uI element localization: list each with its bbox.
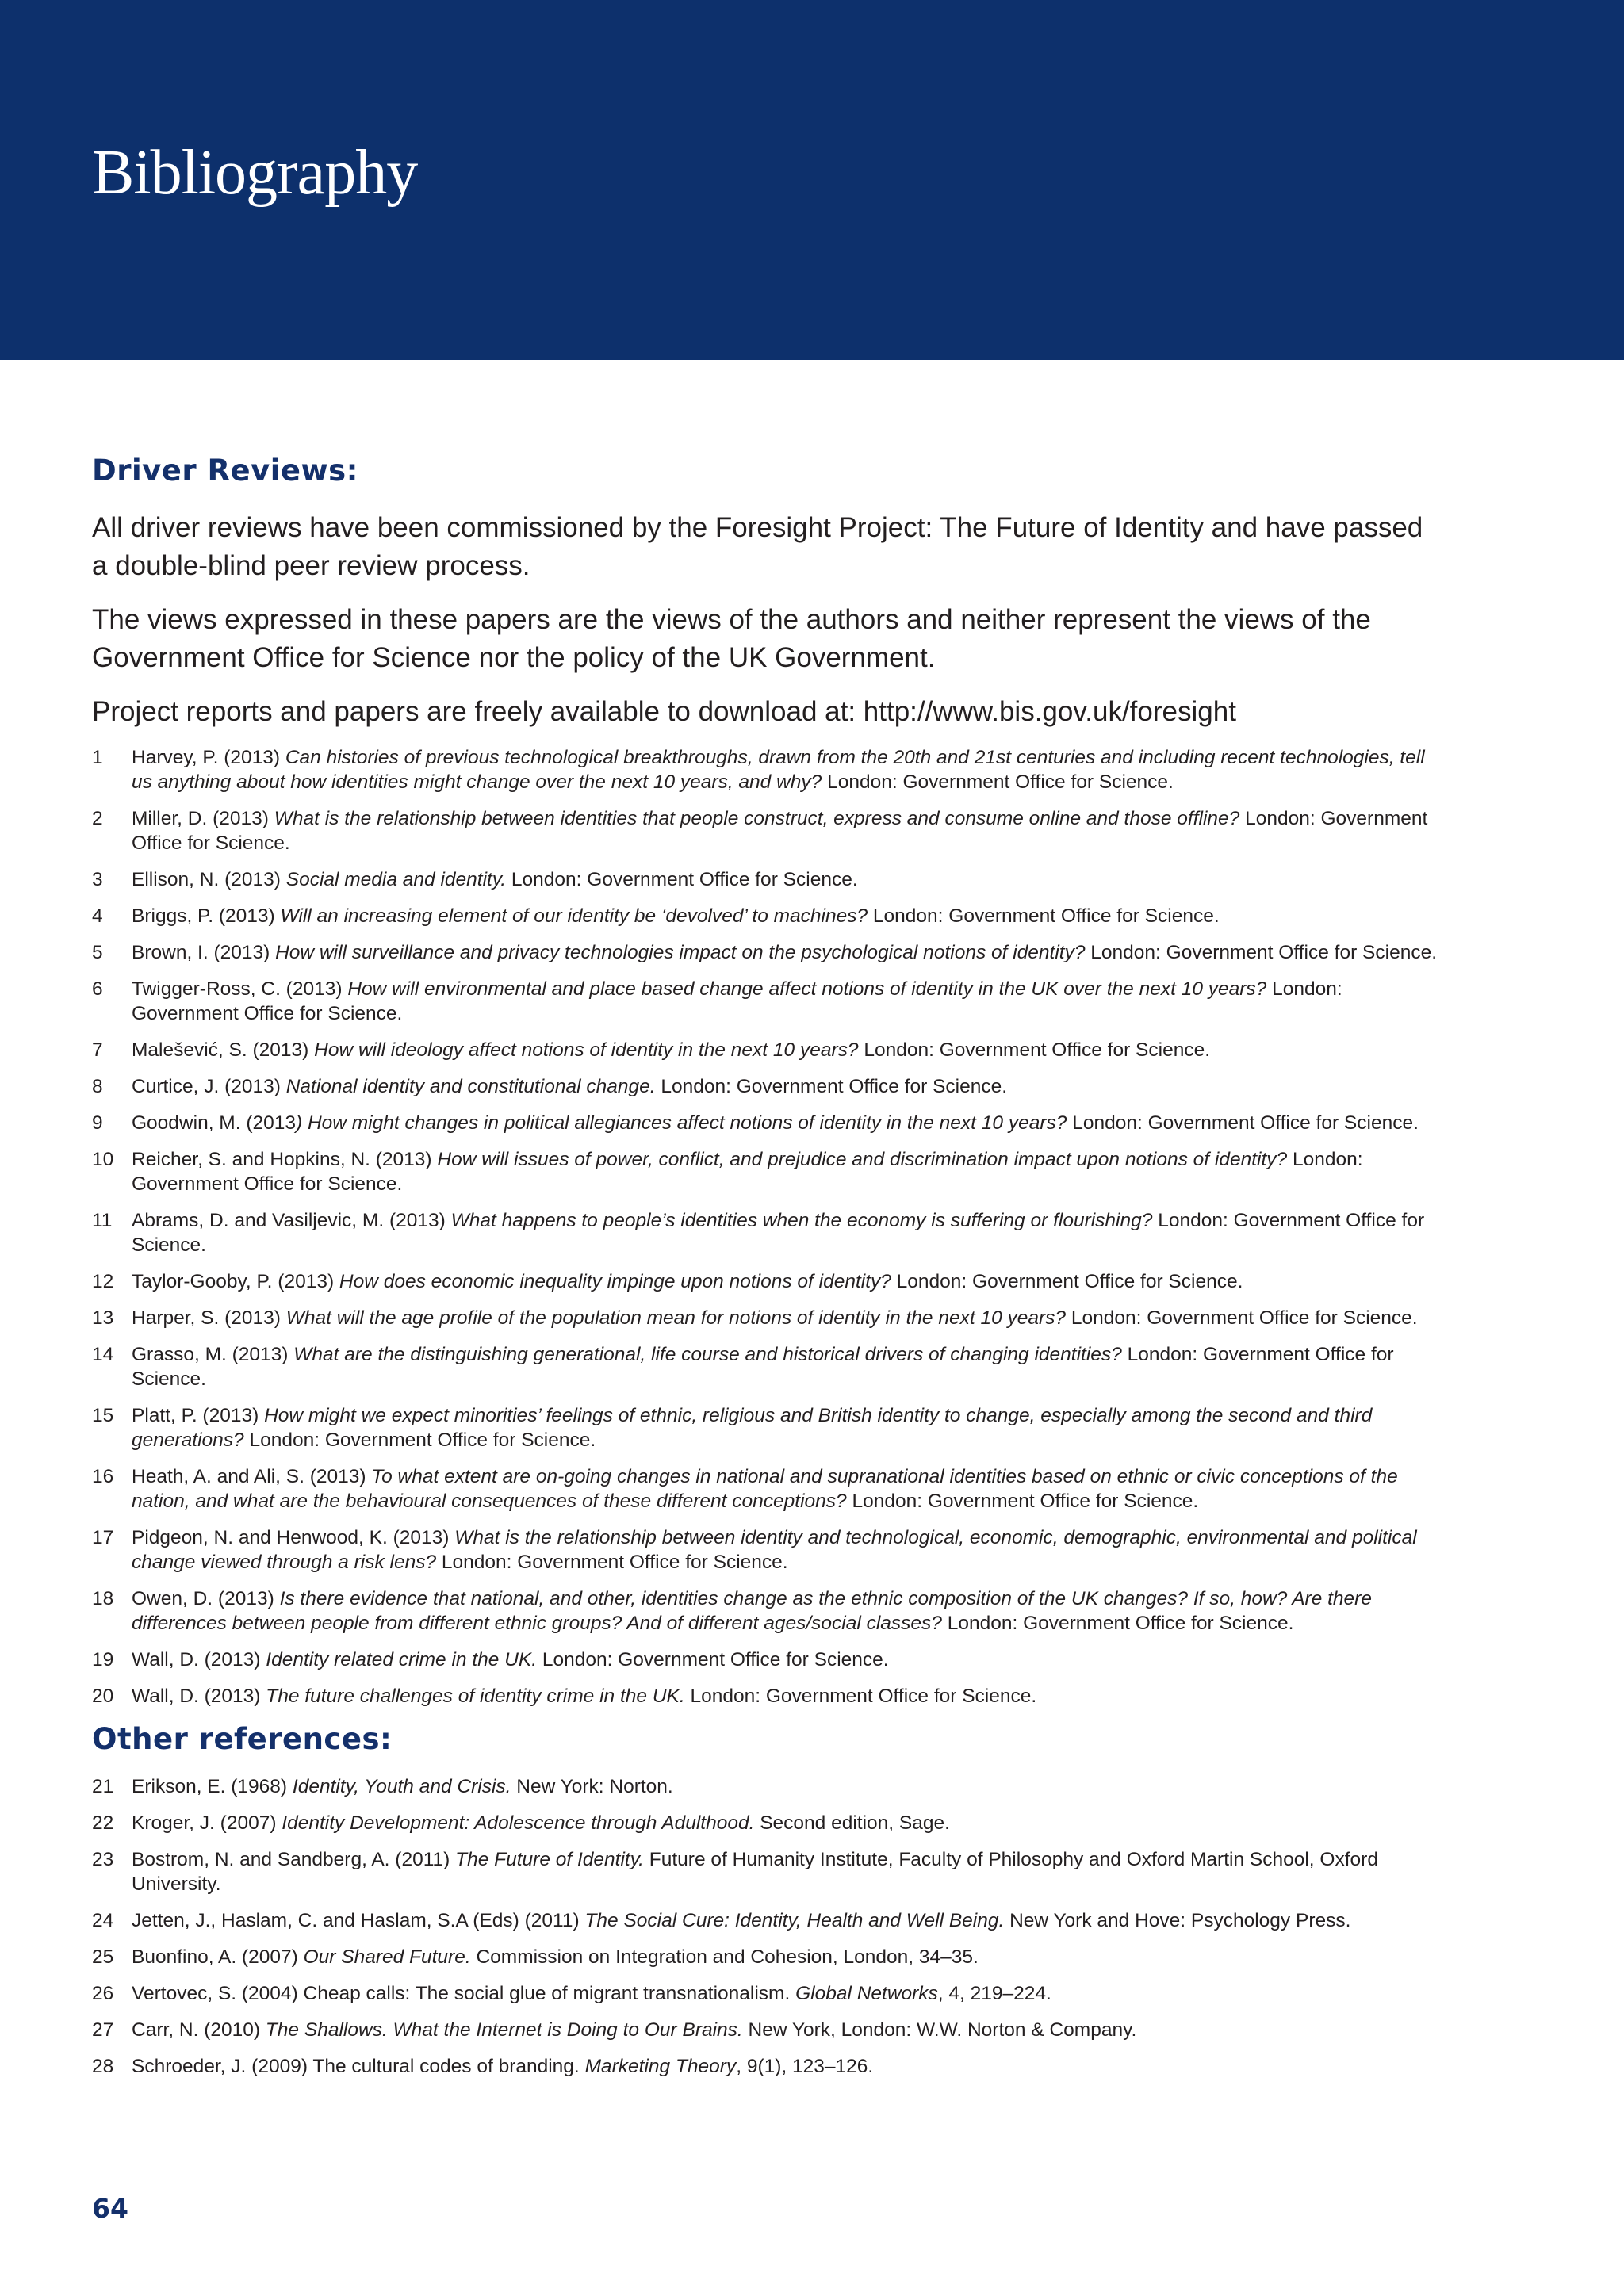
reference-number: 5	[92, 942, 103, 963]
reference-item	[92, 1464, 1440, 1513]
reference-item	[92, 1847, 1440, 1896]
reference-item	[92, 1586, 1440, 1636]
reference-item	[92, 1945, 1440, 1969]
reference-number: 15	[92, 1405, 114, 1426]
reference-title: How will surveillance and privacy technologies impact on the psychological notions of identity?	[275, 942, 1086, 963]
reference-title: Marketing Theory	[584, 2056, 737, 2077]
reference-publisher: London: Government Office for Science.	[941, 1613, 1294, 1634]
reference-item	[92, 1525, 1440, 1575]
reference-title: Is there evidence that national, and other, identities change as the ethnic composition of the UK changes? If so, how? Are there differences between people from different ethnic groups? And of different ages/social classes?	[132, 1588, 1372, 1634]
reference-authors: Taylor-Gooby, P. (2013)	[132, 1271, 339, 1292]
reference-authors: Briggs, P. (2013)	[132, 905, 281, 927]
reference-item	[92, 1647, 1440, 1672]
page-title: Bibliography	[92, 138, 418, 208]
reference-item	[92, 1684, 1440, 1709]
reference-number: 13	[92, 1307, 114, 1329]
reference-number: 6	[92, 978, 103, 1000]
reference-publisher: London: Government Office for Science.	[436, 1552, 788, 1573]
reference-publisher: New York, London: W.W. Norton & Company.	[742, 2019, 1137, 2041]
reference-title: How might we expect minorities’ feelings of ethnic, religious and British identity to change, especially among the second and third generations?	[132, 1405, 1373, 1451]
reference-item	[92, 867, 1440, 892]
reference-title: What are the distinguishing generational, life course and historical drivers of changing identities?	[293, 1344, 1122, 1365]
reference-title: Can histories of previous technological breakthroughs, drawn from the 20th and 21st centuries and including recent technologies, tell us anything about how identities might change over the next 10 years, and why?	[132, 747, 1425, 793]
reference-item	[92, 1981, 1440, 2006]
reference-number: 8	[92, 1076, 103, 1097]
reference-number: 11	[92, 1210, 113, 1231]
header-banner	[0, 0, 1624, 360]
reference-publisher: , 9(1), 123–126.	[736, 2056, 874, 2077]
driver-reviews-list	[92, 745, 1440, 1709]
reference-publisher: London: Government Office for Science.	[132, 1149, 1363, 1195]
reference-number: 10	[92, 1149, 114, 1170]
reference-publisher: London: Government Office for Science.	[868, 905, 1220, 927]
reference-title: How will issues of power, conflict, and prejudice and discrimination impact upon notions of identity?	[437, 1149, 1288, 1170]
reference-title: How will ideology affect notions of identity in the next 10 years?	[314, 1039, 859, 1061]
reference-item	[92, 1774, 1440, 1799]
reference-authors: Schroeder, J. (2009) The cultural codes of branding.	[132, 2056, 585, 2077]
reference-publisher: London: Government Office for Science.	[858, 1039, 1211, 1061]
reference-item	[92, 2018, 1440, 2042]
reference-publisher: London: Government Office for Science.	[132, 978, 1342, 1024]
reference-item	[92, 1074, 1440, 1099]
reference-number: 24	[92, 1910, 114, 1931]
reference-publisher: New York and Hove: Psychology Press.	[1004, 1910, 1351, 1931]
reference-item	[92, 1403, 1440, 1452]
reference-title: What is the relationship between identity and technological, economic, demographic, environmental and political change viewed through a risk lens?	[132, 1527, 1417, 1573]
reference-title: Identity related crime in the UK.	[266, 1649, 538, 1670]
reference-publisher: London: Government Office for Science.	[891, 1271, 1243, 1292]
reference-number: 3	[92, 869, 103, 890]
reference-publisher: Future of Humanity Institute, Faculty of Philosophy and Oxford Martin School, Oxford University.	[132, 1849, 1378, 1895]
reference-item	[92, 977, 1440, 1026]
reference-authors: Erikson, E. (1968)	[132, 1776, 293, 1797]
reference-item	[92, 1038, 1440, 1062]
reference-number: 2	[92, 808, 103, 829]
reference-item	[92, 806, 1440, 855]
reference-publisher: London: Government Office for Science.	[243, 1429, 596, 1451]
reference-publisher: London: Government Office for Science.	[822, 771, 1174, 793]
reference-authors: Harvey, P. (2013)	[132, 747, 285, 768]
reference-authors: Buonfino, A. (2007)	[132, 1946, 304, 1968]
reference-authors: Bostrom, N. and Sandberg, A. (2011)	[132, 1849, 456, 1870]
reference-number: 14	[92, 1344, 114, 1365]
reference-publisher: London: Government Office for Science.	[1067, 1112, 1419, 1134]
reference-title: Identity, Youth and Crisis.	[292, 1776, 511, 1797]
reference-item	[92, 1306, 1440, 1330]
other-references-list	[92, 1774, 1440, 2079]
reference-number: 21	[92, 1776, 114, 1797]
reference-authors: Twigger-Ross, C. (2013)	[132, 978, 348, 1000]
reference-authors: Kroger, J. (2007)	[132, 1812, 282, 1834]
reference-publisher: London: Government Office for Science.	[132, 808, 1428, 854]
reference-number: 4	[92, 905, 103, 927]
reference-number: 22	[92, 1812, 114, 1834]
reference-authors: Vertovec, S. (2004) Cheap calls: The social glue of migrant transnationalism.	[132, 1983, 796, 2004]
reference-publisher: London: Government Office for Science.	[1085, 942, 1438, 963]
reference-item	[92, 1811, 1440, 1835]
reference-title: How will environmental and place based change affect notions of identity in the UK over the next 10 years?	[347, 978, 1267, 1000]
reference-authors: Wall, D. (2013)	[132, 1649, 266, 1670]
intro-paragraph: All driver reviews have been commissioned by the Foresight Project: The Future of Identity and have passed a double-blind peer review process.	[92, 512, 1423, 581]
reference-authors: Goodwin, M. (2013	[132, 1112, 296, 1134]
reference-publisher: London: Government Office for Science.	[655, 1076, 1008, 1097]
reference-item	[92, 904, 1440, 928]
reference-number: 26	[92, 1983, 114, 2004]
reference-authors: Platt, P. (2013)	[132, 1405, 265, 1426]
reference-item	[92, 1269, 1440, 1294]
reference-authors: Malešević, S. (2013)	[132, 1039, 315, 1061]
reference-item	[92, 745, 1440, 794]
reference-item	[92, 940, 1440, 965]
other-references-heading: Other references:	[92, 1722, 393, 1756]
driver-reviews-heading: Driver Reviews:	[92, 453, 358, 488]
reference-authors: Curtice, J. (2013)	[132, 1076, 286, 1097]
reference-title: How does economic inequality impinge upon notions of identity?	[339, 1271, 891, 1292]
reference-item	[92, 1111, 1440, 1135]
reference-authors: Harper, S. (2013)	[132, 1307, 286, 1329]
reference-title: The future challenges of identity crime in the UK.	[266, 1686, 685, 1707]
reference-item	[92, 1342, 1440, 1391]
reference-publisher: London: Government Office for Science.	[846, 1490, 1199, 1512]
reference-authors: Abrams, D. and Vasiljevic, M. (2013)	[132, 1210, 451, 1231]
reference-number: 18	[92, 1588, 114, 1609]
reference-title: The Social Cure: Identity, Health and Well Being.	[584, 1910, 1005, 1931]
reference-publisher: Second edition, Sage.	[754, 1812, 950, 1834]
reference-publisher: London: Government Office for Science.	[132, 1210, 1425, 1256]
reference-number: 27	[92, 2019, 114, 2041]
intro-paragraph: The views expressed in these papers are the views of the authors and neither represent the views of the Government Office for Science nor the policy of the UK Government.	[92, 604, 1371, 673]
reference-title: Our Shared Future.	[303, 1946, 471, 1968]
reference-publisher: Commission on Integration and Cohesion, London, 34–35.	[470, 1946, 979, 1968]
main-content	[92, 452, 1440, 2091]
reference-title: Identity Development: Adolescence through Adulthood.	[282, 1812, 755, 1834]
reference-authors: Owen, D. (2013)	[132, 1588, 280, 1609]
reference-number: 1	[92, 747, 103, 768]
reference-number: 28	[92, 2056, 114, 2077]
page-number: 64	[92, 2193, 128, 2224]
reference-title: National identity and constitutional change.	[285, 1076, 656, 1097]
reference-authors: Grasso, M. (2013)	[132, 1344, 294, 1365]
reference-number: 12	[92, 1271, 114, 1292]
reference-number: 19	[92, 1649, 114, 1670]
reference-title: Social media and identity.	[285, 869, 507, 890]
reference-title: What will the age profile of the population mean for notions of identity in the next 10 years?	[285, 1307, 1067, 1329]
reference-authors: Ellison, N. (2013)	[132, 869, 286, 890]
reference-number: 20	[92, 1686, 114, 1707]
reference-number: 17	[92, 1527, 114, 1548]
reference-item	[92, 1908, 1440, 1933]
reference-item	[92, 1208, 1440, 1257]
intro-paragraph: Project reports and papers are freely available to download at: http://www.bis.gov.uk/foresight	[92, 696, 1236, 727]
reference-title: Will an increasing element of our identity be ‘devolved’ to machines?	[280, 905, 868, 927]
reference-title: The Shallows. What the Internet is Doing to Our Brains.	[265, 2019, 743, 2041]
reference-title: What is the relationship between identities that people construct, express and consume online and those offline?	[274, 808, 1240, 829]
reference-publisher: , 4, 219–224.	[937, 1983, 1051, 2004]
reference-publisher: London: Government Office for Science.	[132, 1344, 1394, 1390]
reference-number: 25	[92, 1946, 114, 1968]
reference-title: What happens to people’s identities when the economy is suffering or flourishing?	[450, 1210, 1153, 1231]
reference-number: 9	[92, 1112, 103, 1134]
reference-publisher: London: Government Office for Science.	[1066, 1307, 1418, 1329]
reference-publisher: London: Government Office for Science.	[506, 869, 858, 890]
reference-authors: Wall, D. (2013)	[132, 1686, 266, 1707]
reference-title: To what extent are on-going changes in national and supranational identities based on ethnic or civic conceptions of the nation, and what are the behavioural consequences of these different conceptions?	[132, 1466, 1398, 1512]
reference-authors: Pidgeon, N. and Henwood, K. (2013)	[132, 1527, 455, 1548]
reference-number: 7	[92, 1039, 103, 1061]
reference-authors: Heath, A. and Ali, S. (2013)	[132, 1466, 372, 1487]
reference-authors: Carr, N. (2010)	[132, 2019, 266, 2041]
reference-item	[92, 1147, 1440, 1196]
reference-item	[92, 2054, 1440, 2079]
reference-authors: Reicher, S. and Hopkins, N. (2013)	[132, 1149, 438, 1170]
reference-publisher: New York: Norton.	[511, 1776, 673, 1797]
reference-publisher: London: Government Office for Science.	[684, 1686, 1037, 1707]
reference-authors: Miller, D. (2013)	[132, 808, 274, 829]
reference-publisher: London: Government Office for Science.	[537, 1649, 889, 1670]
reference-authors: Brown, I. (2013)	[132, 942, 276, 963]
reference-authors: Jetten, J., Haslam, C. and Haslam, S.A (Eds) (2011)	[132, 1910, 585, 1931]
reference-number: 23	[92, 1849, 114, 1870]
reference-title: The Future of Identity.	[455, 1849, 644, 1870]
reference-title: Global Networks	[795, 1983, 938, 2004]
reference-number: 16	[92, 1466, 114, 1487]
reference-title: ) How might changes in political allegiances affect notions of identity in the next 10 years?	[296, 1112, 1067, 1134]
